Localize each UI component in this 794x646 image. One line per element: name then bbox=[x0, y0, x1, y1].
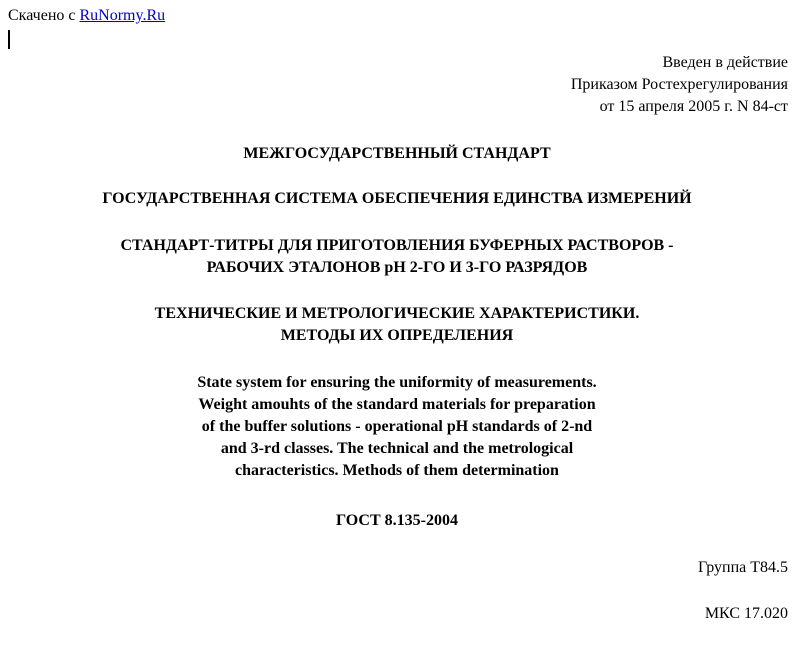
enactment-line-3: от 15 апреля 2005 г. N 84-ст bbox=[599, 98, 788, 115]
source-note bbox=[8, 6, 165, 26]
english-title-line-1: State system for ensuring the uniformity of measurements. bbox=[197, 374, 597, 391]
enactment-note bbox=[571, 52, 788, 118]
document-title bbox=[0, 235, 794, 279]
source-link[interactable]: RuNormy.Ru bbox=[79, 7, 166, 24]
english-title-line-2: Weight amouhts of the standard materials for preparation bbox=[198, 396, 596, 413]
english-title bbox=[0, 372, 794, 482]
standard-type: МЕЖГОСУДАРСТВЕННЫЙ СТАНДАРТ bbox=[243, 145, 551, 162]
system-heading bbox=[0, 188, 794, 210]
system-name: ГОСУДАРСТВЕННАЯ СИСТЕМА ОБЕСПЕЧЕНИЯ ЕДИНСТВА ИЗМЕРЕНИЙ bbox=[102, 190, 692, 207]
classification-group: Группа Т84.5 bbox=[697, 559, 788, 576]
subtitle-line-2: МЕТОДЫ ИХ ОПРЕДЕЛЕНИЯ bbox=[280, 327, 514, 344]
subtitle-line-1: ТЕХНИЧЕСКИЕ И МЕТРОЛОГИЧЕСКИЕ ХАРАКТЕРИСТИКИ. bbox=[154, 305, 640, 322]
title-line-1: СТАНДАРТ-ТИТРЫ ДЛЯ ПРИГОТОВЛЕНИЯ БУФЕРНЫХ РАСТВОРОВ - bbox=[120, 237, 674, 254]
english-title-line-3: of the buffer solutions - operational pH standards of 2-nd bbox=[201, 418, 593, 435]
enactment-line-2: Приказом Ростехрегулирования bbox=[570, 76, 788, 93]
standard-type-heading bbox=[0, 143, 794, 165]
text-cursor bbox=[8, 30, 10, 49]
english-title-line-4: and 3-rd classes. The technical and the metrological bbox=[220, 440, 574, 457]
mks-code: МКС 17.020 bbox=[704, 605, 788, 622]
source-prefix: Скачено с bbox=[8, 7, 76, 24]
standard-code: ГОСТ 8.135-2004 bbox=[336, 512, 458, 529]
standard-code-heading bbox=[0, 510, 794, 532]
title-line-2: РАБОЧИХ ЭТАЛОНОВ pH 2-ГО И 3-ГО РАЗРЯДОВ bbox=[206, 259, 588, 276]
english-title-line-5: characteristics. Methods of them determination bbox=[235, 462, 559, 479]
enactment-line-1: Введен в действие bbox=[662, 54, 788, 71]
document-subtitle bbox=[0, 303, 794, 347]
